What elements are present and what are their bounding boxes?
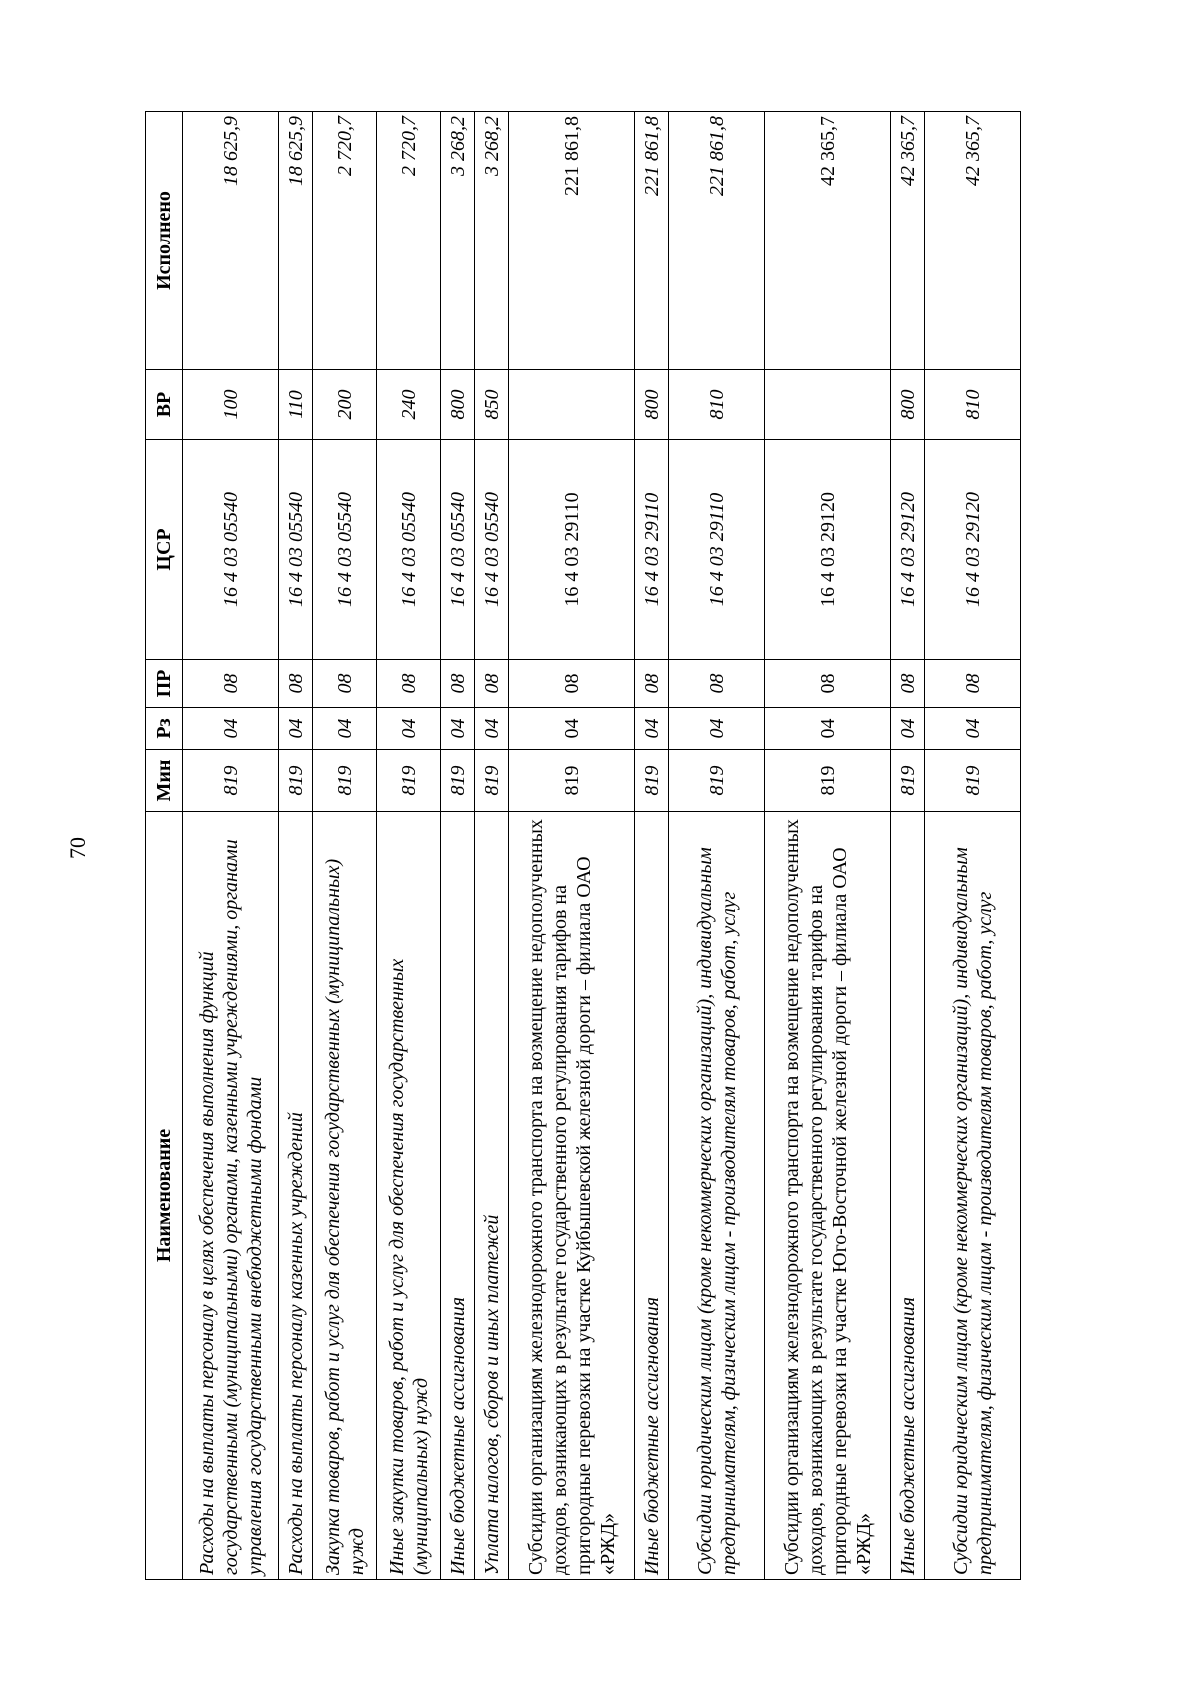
cell-name: Расходы на выплаты персоналу казенных учреждений: [279, 812, 313, 1580]
cell-min: 819: [509, 750, 635, 812]
cell-name: Субсидии организациям железнодорожного транспорта на возмещение недополученных доходов, возникающих в результате государственного регулирования тарифов на пригородные перевозки на участке Юго-Восточной железной дороги – филиала ОАО «РЖД»: [765, 812, 891, 1580]
cell-name: Иные бюджетные ассигнования: [635, 812, 669, 1580]
cell-executed: 221 861,8: [509, 112, 635, 370]
cell-executed: 42 365,7: [891, 112, 925, 370]
cell-min: 819: [891, 750, 925, 812]
header-pr: ПР: [146, 660, 183, 708]
cell-pr: 08: [669, 660, 765, 708]
cell-vr: 110: [279, 370, 313, 440]
cell-pr: 08: [891, 660, 925, 708]
cell-min: 819: [313, 750, 377, 812]
cell-csr: 16 4 03 29120: [765, 440, 891, 660]
cell-pr: 08: [509, 660, 635, 708]
cell-rz: 04: [891, 708, 925, 750]
cell-rz: 04: [925, 708, 1021, 750]
cell-min: 819: [635, 750, 669, 812]
cell-name: Субсидии организациям железнодорожного транспорта на возмещение недополученных доходов, возникающих в результате государственного регулирования тарифов на пригородные перевозки на участке Куйбышевской железной дороги – филиала ОАО «РЖД»: [509, 812, 635, 1580]
cell-name: Закупка товаров, работ и услуг для обеспечения государственных (муниципальных) нужд: [313, 812, 377, 1580]
cell-pr: 08: [765, 660, 891, 708]
cell-csr: 16 4 03 05540: [279, 440, 313, 660]
cell-name: Иные бюджетные ассигнования: [441, 812, 475, 1580]
cell-executed: 18 625,9: [183, 112, 279, 370]
rotated-table-container: [145, 112, 996, 1580]
cell-rz: 04: [475, 708, 509, 750]
cell-csr: 16 4 03 29110: [635, 440, 669, 660]
cell-executed: 3 268,2: [475, 112, 509, 370]
header-row: [146, 112, 183, 1580]
header-name: Наименование: [146, 812, 183, 1580]
header-rz: Рз: [146, 708, 183, 750]
cell-pr: 08: [635, 660, 669, 708]
cell-vr: 200: [313, 370, 377, 440]
cell-vr: 800: [891, 370, 925, 440]
header-vr: ВР: [146, 370, 183, 440]
table-wrapper: [145, 112, 996, 1580]
cell-rz: 04: [635, 708, 669, 750]
cell-vr: 850: [475, 370, 509, 440]
table-row: [183, 112, 279, 1580]
cell-csr: 16 4 03 29110: [509, 440, 635, 660]
table-row: [509, 112, 635, 1580]
table-row: [669, 112, 765, 1580]
cell-vr: [509, 370, 635, 440]
table-row: [891, 112, 925, 1580]
cell-pr: 08: [183, 660, 279, 708]
cell-min: 819: [475, 750, 509, 812]
budget-table: [145, 111, 1021, 1580]
cell-pr: 08: [475, 660, 509, 708]
cell-pr: 08: [441, 660, 475, 708]
cell-csr: 16 4 03 05540: [183, 440, 279, 660]
cell-vr: 810: [925, 370, 1021, 440]
cell-pr: 08: [313, 660, 377, 708]
cell-rz: 04: [313, 708, 377, 750]
cell-vr: [765, 370, 891, 440]
cell-csr: 16 4 03 05540: [441, 440, 475, 660]
cell-csr: 16 4 03 05540: [377, 440, 441, 660]
cell-rz: 04: [279, 708, 313, 750]
cell-executed: 221 861,8: [635, 112, 669, 370]
table-row: [441, 112, 475, 1580]
cell-executed: 2 720,7: [377, 112, 441, 370]
table-row: [635, 112, 669, 1580]
header-csr: ЦСР: [146, 440, 183, 660]
cell-vr: 800: [441, 370, 475, 440]
cell-rz: 04: [669, 708, 765, 750]
header-executed: Исполнено: [146, 112, 183, 370]
cell-min: 819: [441, 750, 475, 812]
cell-name: Расходы на выплаты персоналу в целях обеспечения выполнения функций государственными (муниципальными) органами, казенными учреждениями, органами управления государственными внебюджетными фондами: [183, 812, 279, 1580]
cell-executed: 18 625,9: [279, 112, 313, 370]
cell-name: Субсидии юридическим лицам (кроме некоммерческих организаций), индивидуальным предпринимателям, физическим лицам - производителям товаров, работ, услуг: [669, 812, 765, 1580]
cell-rz: 04: [765, 708, 891, 750]
cell-csr: 16 4 03 05540: [313, 440, 377, 660]
cell-min: 819: [377, 750, 441, 812]
table-body: [183, 112, 1021, 1580]
table-row: [765, 112, 891, 1580]
cell-name: Иные закупки товаров, работ и услуг для обеспечения государственных (муниципальных) нужд: [377, 812, 441, 1580]
table-row: [377, 112, 441, 1580]
cell-executed: 42 365,7: [925, 112, 1021, 370]
cell-csr: 16 4 03 29120: [891, 440, 925, 660]
table-header: [146, 112, 183, 1580]
table-row: [279, 112, 313, 1580]
cell-pr: 08: [925, 660, 1021, 708]
cell-min: 819: [279, 750, 313, 812]
cell-executed: 2 720,7: [313, 112, 377, 370]
cell-rz: 04: [183, 708, 279, 750]
cell-name: Иные бюджетные ассигнования: [891, 812, 925, 1580]
cell-rz: 04: [377, 708, 441, 750]
cell-rz: 04: [441, 708, 475, 750]
cell-executed: 42 365,7: [765, 112, 891, 370]
cell-executed: 3 268,2: [441, 112, 475, 370]
cell-vr: 800: [635, 370, 669, 440]
cell-vr: 240: [377, 370, 441, 440]
page-number: 70: [65, 837, 90, 859]
cell-rz: 04: [509, 708, 635, 750]
cell-pr: 08: [279, 660, 313, 708]
cell-csr: 16 4 03 05540: [475, 440, 509, 660]
cell-vr: 100: [183, 370, 279, 440]
cell-name: Уплата налогов, сборов и иных платежей: [475, 812, 509, 1580]
cell-name: Субсидии юридическим лицам (кроме некоммерческих организаций), индивидуальным предпринимателям, физическим лицам - производителям товаров, работ, услуг: [925, 812, 1021, 1580]
cell-pr: 08: [377, 660, 441, 708]
table-row: [475, 112, 509, 1580]
cell-vr: 810: [669, 370, 765, 440]
cell-min: 819: [183, 750, 279, 812]
header-min: Мин: [146, 750, 183, 812]
cell-min: 819: [765, 750, 891, 812]
cell-csr: 16 4 03 29110: [669, 440, 765, 660]
table-row: [313, 112, 377, 1580]
cell-csr: 16 4 03 29120: [925, 440, 1021, 660]
cell-min: 819: [669, 750, 765, 812]
cell-min: 819: [925, 750, 1021, 812]
cell-executed: 221 861,8: [669, 112, 765, 370]
table-row: [925, 112, 1021, 1580]
